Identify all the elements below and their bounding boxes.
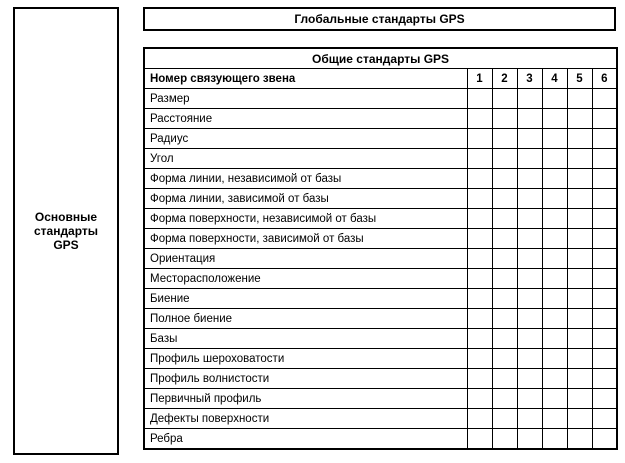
general-standards-title: Общие стандарты GPS bbox=[144, 48, 617, 69]
matrix-cell bbox=[492, 189, 517, 209]
characteristic-label: Радиус bbox=[144, 129, 467, 149]
table-row bbox=[144, 429, 617, 450]
characteristic-label: Размер bbox=[144, 89, 467, 109]
characteristic-label: Форма поверхности, независимой от базы bbox=[144, 209, 467, 229]
matrix-cell bbox=[517, 229, 542, 249]
matrix-cell bbox=[592, 329, 617, 349]
matrix-cell bbox=[467, 409, 492, 429]
matrix-cell bbox=[467, 149, 492, 169]
matrix-cell bbox=[517, 409, 542, 429]
matrix-cell bbox=[492, 249, 517, 269]
matrix-cell bbox=[567, 289, 592, 309]
matrix-cell bbox=[517, 309, 542, 329]
characteristic-label: Профиль волнистости bbox=[144, 369, 467, 389]
matrix-cell bbox=[467, 329, 492, 349]
matrix-cell bbox=[567, 429, 592, 450]
matrix-cell bbox=[467, 389, 492, 409]
chain-link-number-4: 4 bbox=[542, 69, 567, 89]
matrix-cell bbox=[542, 349, 567, 369]
matrix-cell bbox=[517, 389, 542, 409]
matrix-cell bbox=[542, 329, 567, 349]
matrix-cell bbox=[592, 369, 617, 389]
matrix-cell bbox=[567, 329, 592, 349]
matrix-cell bbox=[492, 389, 517, 409]
matrix-cell bbox=[492, 289, 517, 309]
matrix-cell bbox=[492, 349, 517, 369]
matrix-cell bbox=[542, 289, 567, 309]
matrix-cell bbox=[567, 89, 592, 109]
characteristic-label: Полное биение bbox=[144, 309, 467, 329]
matrix-cell bbox=[592, 389, 617, 409]
matrix-cell bbox=[492, 129, 517, 149]
matrix-cell bbox=[467, 249, 492, 269]
characteristic-label: Форма линии, зависимой от базы bbox=[144, 189, 467, 209]
matrix-cell bbox=[492, 89, 517, 109]
matrix-cell bbox=[517, 249, 542, 269]
matrix-cell bbox=[467, 369, 492, 389]
matrix-cell bbox=[492, 209, 517, 229]
matrix-cell bbox=[567, 189, 592, 209]
matrix-cell bbox=[567, 309, 592, 329]
matrix-cell bbox=[542, 129, 567, 149]
characteristic-label: Ориентация bbox=[144, 249, 467, 269]
matrix-cell bbox=[467, 349, 492, 369]
matrix-cell bbox=[592, 189, 617, 209]
matrix-cell bbox=[592, 409, 617, 429]
characteristic-label: Профиль шероховатости bbox=[144, 349, 467, 369]
table-row bbox=[144, 209, 617, 229]
matrix-cell bbox=[592, 269, 617, 289]
matrix-cell bbox=[492, 329, 517, 349]
matrix-cell bbox=[592, 89, 617, 109]
table-row bbox=[144, 349, 617, 369]
matrix-cell bbox=[517, 429, 542, 450]
matrix-cell bbox=[467, 89, 492, 109]
global-standards-box: Глобальные стандарты GPS bbox=[143, 7, 616, 31]
table-row bbox=[144, 249, 617, 269]
characteristic-label: Форма линии, независимой от базы bbox=[144, 169, 467, 189]
matrix-cell bbox=[492, 429, 517, 450]
matrix-cell bbox=[592, 349, 617, 369]
matrix-cell bbox=[517, 189, 542, 209]
matrix-cell bbox=[592, 149, 617, 169]
matrix-cell bbox=[567, 109, 592, 129]
table-row bbox=[144, 89, 617, 109]
table-row bbox=[144, 109, 617, 129]
fundamental-standards-label: Основные стандарты GPS bbox=[33, 210, 99, 252]
matrix-cell bbox=[592, 309, 617, 329]
matrix-cell bbox=[542, 209, 567, 229]
matrix-cell bbox=[567, 169, 592, 189]
matrix-cell bbox=[567, 129, 592, 149]
matrix-cell bbox=[542, 309, 567, 329]
matrix-cell bbox=[517, 349, 542, 369]
matrix-cell bbox=[492, 409, 517, 429]
characteristic-label: Месторасположение bbox=[144, 269, 467, 289]
table-row bbox=[144, 189, 617, 209]
table-row bbox=[144, 169, 617, 189]
matrix-cell bbox=[517, 209, 542, 229]
matrix-cell bbox=[517, 369, 542, 389]
chain-link-number-1: 1 bbox=[467, 69, 492, 89]
characteristic-label: Базы bbox=[144, 329, 467, 349]
matrix-cell bbox=[592, 289, 617, 309]
chain-link-header-row bbox=[144, 69, 617, 89]
matrix-cell bbox=[567, 249, 592, 269]
matrix-cell bbox=[542, 229, 567, 249]
matrix-cell bbox=[592, 109, 617, 129]
matrix-cell bbox=[592, 169, 617, 189]
characteristic-label: Расстояние bbox=[144, 109, 467, 129]
matrix-cell bbox=[467, 189, 492, 209]
matrix-cell bbox=[467, 129, 492, 149]
matrix-cell bbox=[517, 289, 542, 309]
matrix-cell bbox=[542, 369, 567, 389]
matrix-cell bbox=[492, 109, 517, 129]
matrix-cell bbox=[467, 109, 492, 129]
matrix-cell bbox=[467, 209, 492, 229]
matrix-cell bbox=[542, 89, 567, 109]
characteristic-label: Первичный профиль bbox=[144, 389, 467, 409]
chain-link-header-label: Номер связующего звена bbox=[144, 69, 467, 89]
matrix-cell bbox=[592, 429, 617, 450]
matrix-cell bbox=[567, 409, 592, 429]
chain-link-number-3: 3 bbox=[517, 69, 542, 89]
matrix-cell bbox=[467, 229, 492, 249]
matrix-cell bbox=[592, 229, 617, 249]
table-row bbox=[144, 149, 617, 169]
matrix-cell bbox=[492, 269, 517, 289]
matrix-cell bbox=[492, 169, 517, 189]
characteristic-label: Биение bbox=[144, 289, 467, 309]
matrix-cell bbox=[517, 129, 542, 149]
table-row bbox=[144, 129, 617, 149]
matrix-cell bbox=[542, 409, 567, 429]
matrix-cell bbox=[542, 189, 567, 209]
matrix-cell bbox=[492, 149, 517, 169]
matrix-cell bbox=[542, 149, 567, 169]
matrix-cell bbox=[467, 429, 492, 450]
matrix-cell bbox=[567, 149, 592, 169]
matrix-cell bbox=[517, 109, 542, 129]
table-row bbox=[144, 289, 617, 309]
general-standards-matrix bbox=[143, 47, 618, 450]
matrix-cell bbox=[592, 209, 617, 229]
matrix-body bbox=[144, 89, 617, 450]
matrix-cell bbox=[517, 329, 542, 349]
fundamental-standards-box bbox=[13, 7, 119, 455]
matrix-cell bbox=[542, 249, 567, 269]
table-row bbox=[144, 229, 617, 249]
matrix-cell bbox=[467, 169, 492, 189]
matrix-cell bbox=[542, 169, 567, 189]
matrix-cell bbox=[542, 429, 567, 450]
matrix-cell bbox=[542, 389, 567, 409]
matrix-cell bbox=[517, 149, 542, 169]
matrix-cell bbox=[467, 269, 492, 289]
matrix-cell bbox=[567, 229, 592, 249]
matrix-cell bbox=[542, 109, 567, 129]
matrix-cell bbox=[492, 309, 517, 329]
table-row bbox=[144, 369, 617, 389]
table-row bbox=[144, 269, 617, 289]
matrix-cell bbox=[567, 389, 592, 409]
matrix-cell bbox=[567, 269, 592, 289]
matrix-cell bbox=[517, 89, 542, 109]
chain-link-number-5: 5 bbox=[567, 69, 592, 89]
characteristic-label: Дефекты поверхности bbox=[144, 409, 467, 429]
matrix-cell bbox=[517, 169, 542, 189]
table-row bbox=[144, 409, 617, 429]
table-row bbox=[144, 329, 617, 349]
matrix-cell bbox=[592, 249, 617, 269]
chain-link-number-2: 2 bbox=[492, 69, 517, 89]
matrix-cell bbox=[592, 129, 617, 149]
matrix-cell bbox=[517, 269, 542, 289]
characteristic-label: Форма поверхности, зависимой от базы bbox=[144, 229, 467, 249]
matrix-cell bbox=[567, 369, 592, 389]
table-row bbox=[144, 309, 617, 329]
matrix-cell bbox=[467, 309, 492, 329]
chain-link-number-6: 6 bbox=[592, 69, 617, 89]
matrix-cell bbox=[567, 349, 592, 369]
matrix-cell bbox=[492, 229, 517, 249]
characteristic-label: Угол bbox=[144, 149, 467, 169]
table-row bbox=[144, 389, 617, 409]
matrix-cell bbox=[567, 209, 592, 229]
matrix-cell bbox=[492, 369, 517, 389]
characteristic-label: Ребра bbox=[144, 429, 467, 450]
matrix-cell bbox=[542, 269, 567, 289]
matrix-cell bbox=[467, 289, 492, 309]
